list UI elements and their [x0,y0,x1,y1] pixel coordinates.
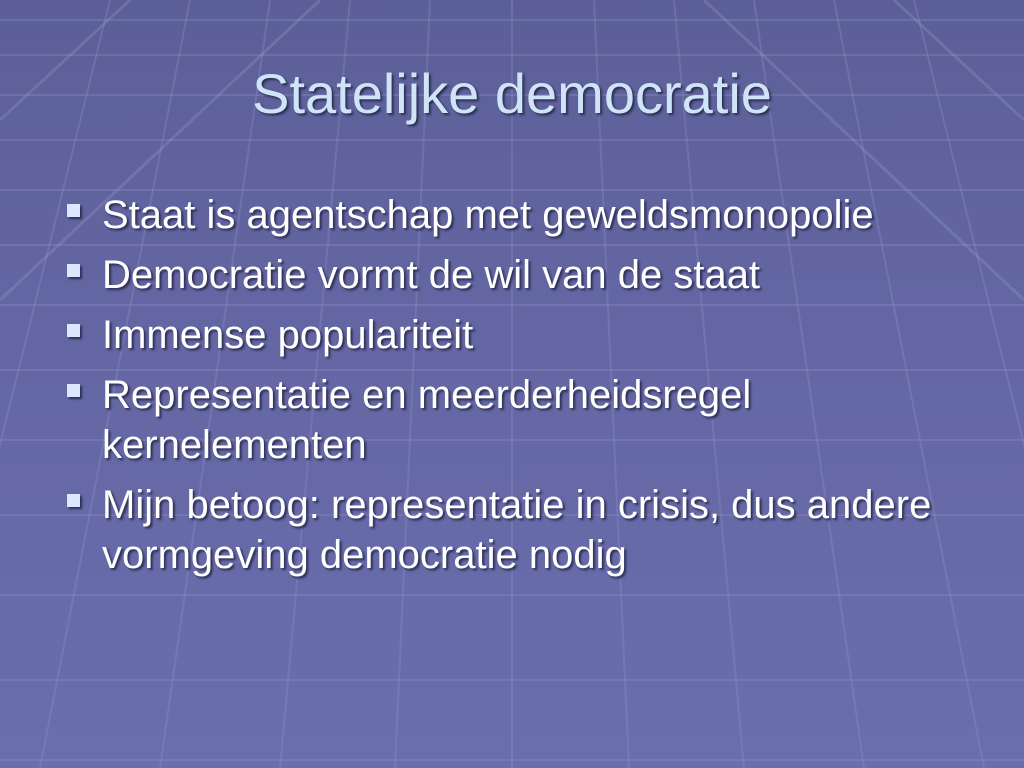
bullet-item [66,250,966,300]
bullet-text: Democratie vormt de wil van de staat [102,253,761,297]
square-bullet-icon [67,204,80,217]
bullet-text: Representatie en meerderheidsregel kernelementen [102,373,752,467]
slide-title: Statelijke democratie [252,62,772,125]
bullet-item [66,190,966,240]
square-bullet-icon [67,264,80,277]
bullet-item [66,310,966,360]
bullet-item [66,480,966,580]
bullet-list [66,190,966,590]
bullet-text: Staat is agentschap met geweldsmonopolie [102,193,874,237]
square-bullet-icon [67,324,80,337]
bullet-text: Immense populariteit [102,313,474,357]
square-bullet-icon [67,494,80,507]
bullet-text: Mijn betoog: representatie in crisis, dus andere vormgeving democratie nodig [102,483,932,577]
bullet-item [66,370,966,470]
square-bullet-icon [67,384,80,397]
